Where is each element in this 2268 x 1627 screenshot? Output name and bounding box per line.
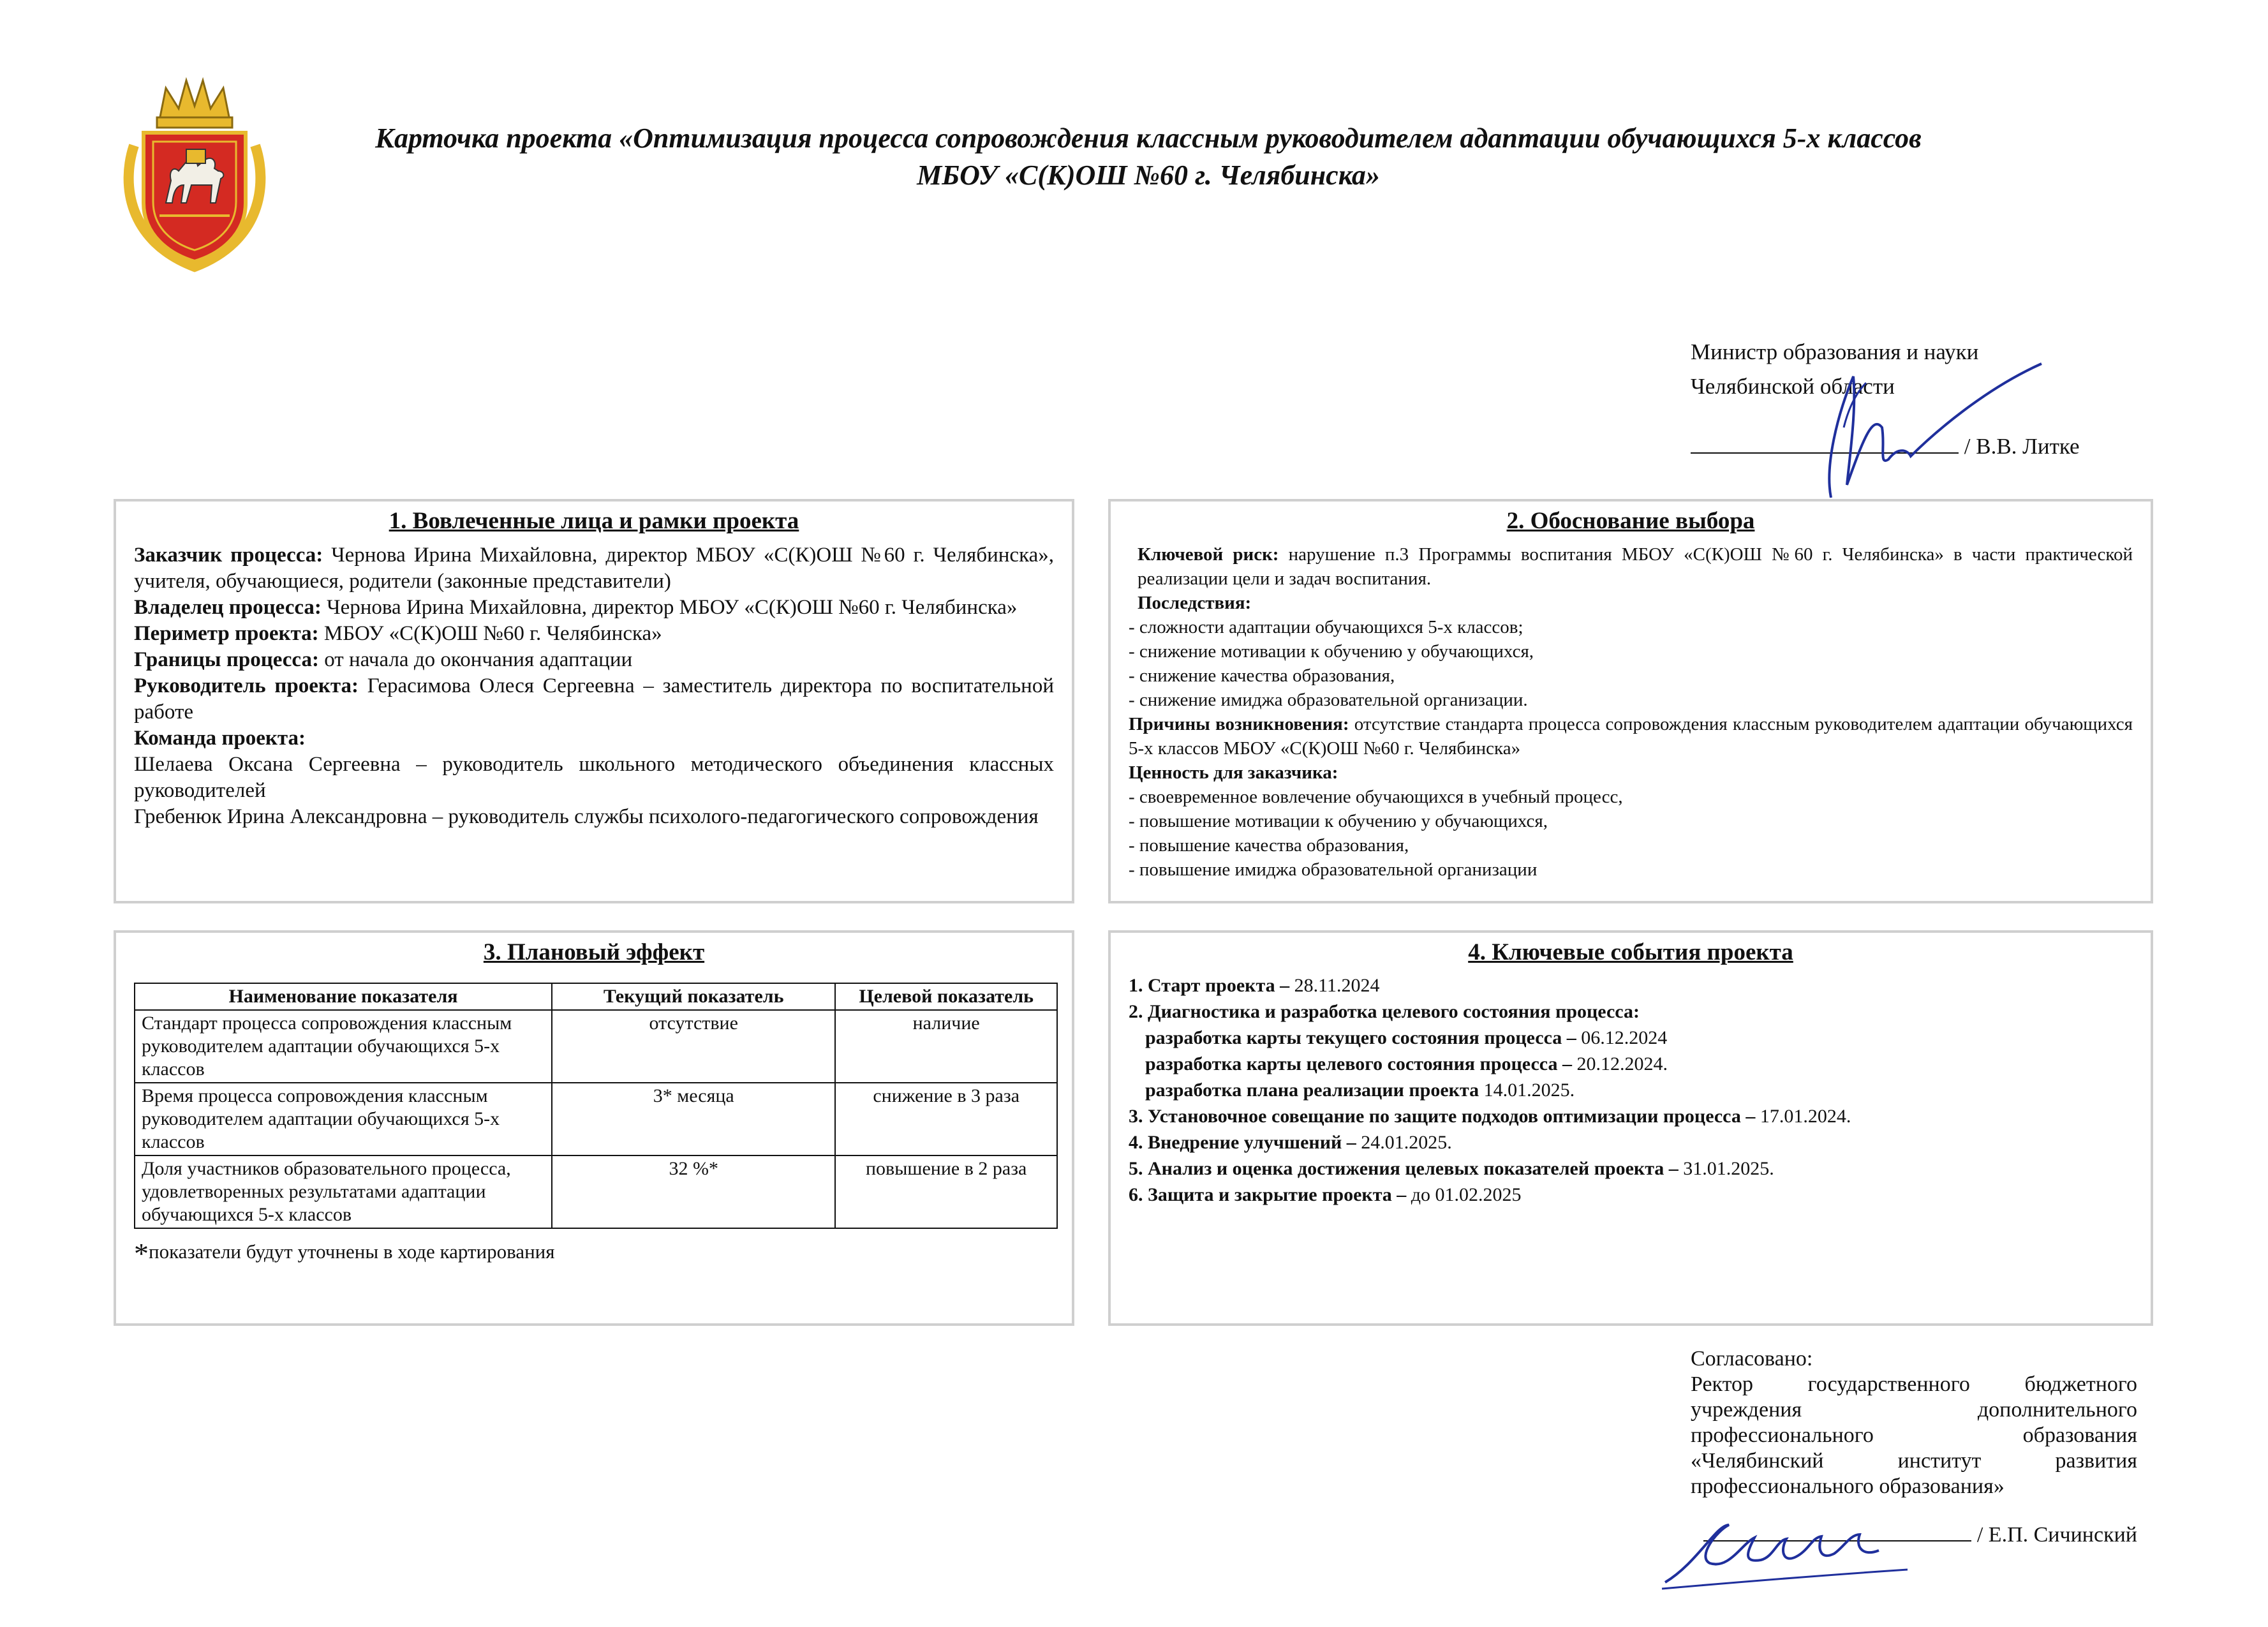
column-header: Текущий показатель [552,983,835,1010]
consequence-item: - сложности адаптации обучающихся 5-х классов; [1129,617,1523,637]
table-header-row [135,983,1057,1010]
event-subitem [1129,1051,2133,1077]
title-line-2: МБОУ «С(К)ОШ №60 г. Челябинска» [917,160,1380,191]
table-row [135,1010,1057,1083]
table-cell: Время процесса сопровождения классным руководителем адаптации обучающихся 5-х классов [135,1083,552,1155]
owner-value: Чернова Ирина Михайловна, директор МБОУ «С(К)ОШ №60 г. Челябинска» [327,596,1018,619]
value-item: - повышение качества образования, [1129,835,1409,856]
section-planned-effect [114,930,1074,1326]
risk-label: Ключевой риск: [1138,544,1279,565]
event-item: 2. Диагностика и разработка целевого состояния процесса: [1129,1001,1640,1022]
section-title: 1. Вовлеченные лица и рамки проекта [389,508,799,534]
event-date: 17.01.2024. [1760,1106,1851,1127]
owner-label: Владелец процесса: [134,596,322,619]
consequence-item: - снижение мотивации к обучению у обучающихся, [1129,641,1534,662]
event-item [1129,1103,2133,1129]
section-title: 3. Плановый эффект [483,939,705,965]
team-member: Шелаева Оксана Сергеевна – руководитель школьного методического объединения классных руководителей [134,753,1054,802]
value-item: - повышение имиджа образовательной организации [1129,859,1538,880]
consequences-label: Последствия: [1138,593,1252,613]
agreed-line: Ректор государственного бюджетного [1691,1372,2137,1396]
stakeholders-content [134,542,1054,830]
event-label: 6. Защита и закрытие проекта – [1129,1184,1407,1205]
bounds-label: Границы процесса: [134,648,319,671]
document-title [281,120,2016,194]
event-date: 28.11.2024 [1294,975,1380,996]
table-cell: 3* месяца [552,1083,835,1155]
event-label: 5. Анализ и оценка достижения целевых показателей проекта – [1129,1158,1679,1179]
customer-value: Чернова Ирина Михайловна, директор МБОУ «С(К)ОШ №60 г. Челябинска», учителя, обучающиеся, родители (законные представители) [134,544,1055,593]
event-date: 31.01.2025. [1683,1158,1774,1179]
table-cell: повышение в 2 раза [835,1155,1057,1228]
section-title: 2. Обоснование выбора [1506,508,1755,534]
event-date: до 01.02.2025 [1411,1184,1522,1205]
section-justification [1108,499,2153,903]
column-header: Наименование показателя [135,983,552,1010]
event-item [1129,1182,2133,1208]
table-cell: Стандарт процесса сопровождения классным руководителем адаптации обучающихся 5-х классов [135,1010,552,1083]
agreed-signer: / Е.П. Сичинский [1976,1523,2137,1547]
event-date: 06.12.2024 [1581,1027,1668,1048]
event-label: разработка плана реализации проекта [1145,1080,1479,1101]
section-stakeholders [114,499,1074,903]
event-label: 3. Установочное совещание по защите подходов оптимизации процесса – [1129,1106,1756,1127]
event-date: 24.01.2025. [1361,1132,1452,1153]
justification-content [1129,542,2133,882]
event-label: 1. Старт проекта – [1129,975,1290,996]
agreed-line: профессионального образования [1691,1423,2137,1447]
event-label: 4. Внедрение улучшений – [1129,1132,1356,1153]
perimeter-value: МБОУ «С(К)ОШ №60 г. Челябинска» [323,622,662,645]
footnote-text: показатели будут уточнены в ходе картирования [149,1240,555,1263]
footnote-star: * [134,1237,149,1270]
table-cell: снижение в 3 раза [835,1083,1057,1155]
risk-value: нарушение п.3 Программы воспитания МБОУ «С(К)ОШ №60 г. Челябинска» в части практической реализации цели и задач воспитания. [1138,544,2133,589]
team-label: Команда проекта: [134,727,306,750]
consequence-item: - снижение имиджа образовательной организации. [1129,690,1528,710]
kpi-table [134,983,1058,1229]
chelyabinsk-coat-of-arms-icon [115,75,274,273]
consequence-item: - снижение качества образования, [1129,665,1395,686]
approval-signer: / В.В. Литке [1964,434,2080,459]
event-date: 14.01.2025. [1483,1080,1575,1101]
event-date: 20.12.2024. [1576,1053,1668,1074]
causes-label: Причины возникновения: [1129,714,1349,734]
event-item [1129,1129,2133,1155]
value-item: - повышение мотивации к обучению у обучающихся, [1129,811,1548,831]
table-cell: Доля участников образовательного процесса, удовлетворенных результатами адаптации обучающихся 5-х классов [135,1155,552,1228]
section-title: 4. Ключевые события проекта [1468,939,1793,965]
section-key-events [1108,930,2153,1326]
table-row [135,1083,1057,1155]
bounds-value: от начала до окончания адаптации [324,648,633,671]
approval-line-2: Челябинской области [1691,374,1895,399]
table-row [135,1155,1057,1228]
customer-label: Заказчик процесса: [134,544,323,567]
agreed-line: профессионального образования» [1691,1475,2005,1498]
title-line-1: Карточка проекта «Оптимизация процесса сопровождения классным руководителем адаптации обучающихся 5-х классов [375,123,1922,154]
event-item [1129,1155,2133,1182]
key-events-content [1129,972,2133,1208]
event-item [1129,972,2133,999]
perimeter-label: Периметр проекта: [134,622,319,645]
team-member: Гребенюк Ирина Александровна – руководитель службы психолого-педагогического сопровождения [134,805,1039,828]
lead-label: Руководитель проекта: [134,674,359,697]
event-label: разработка карты текущего состояния процесса – [1145,1027,1576,1048]
column-header: Целевой показатель [835,983,1057,1010]
event-subitem [1129,1077,2133,1103]
causes-value: отсутствие стандарта процесса сопровождения классным руководителем адаптации обучающихся 5-х классов МБОУ «С(К)ОШ №60 г. Челябинска» [1129,714,2133,759]
handwritten-signature-icon [1659,1487,1914,1595]
table-cell: отсутствие [552,1010,835,1083]
table-cell: наличие [835,1010,1057,1083]
agreed-line: «Челябинский институт развития [1691,1449,2137,1473]
event-label: разработка карты целевого состояния процесса – [1145,1053,1572,1074]
approval-line-1: Министр образования и науки [1691,339,1979,364]
agreed-heading: Согласовано: [1691,1347,1813,1371]
agreed-line: учреждения дополнительного [1691,1398,2137,1422]
lead-value: Герасимова Олеся Сергеевна – заместитель директора по воспитательной работе [134,674,1054,724]
value-label: Ценность для заказчика: [1129,762,1338,783]
handwritten-signature-icon [1780,338,2048,498]
value-item: - своевременное вовлечение обучающихся в учебный процесс, [1129,787,1623,807]
table-cell: 32 %* [552,1155,835,1228]
event-subitem [1129,1025,2133,1051]
table-footnote [134,1237,1054,1270]
